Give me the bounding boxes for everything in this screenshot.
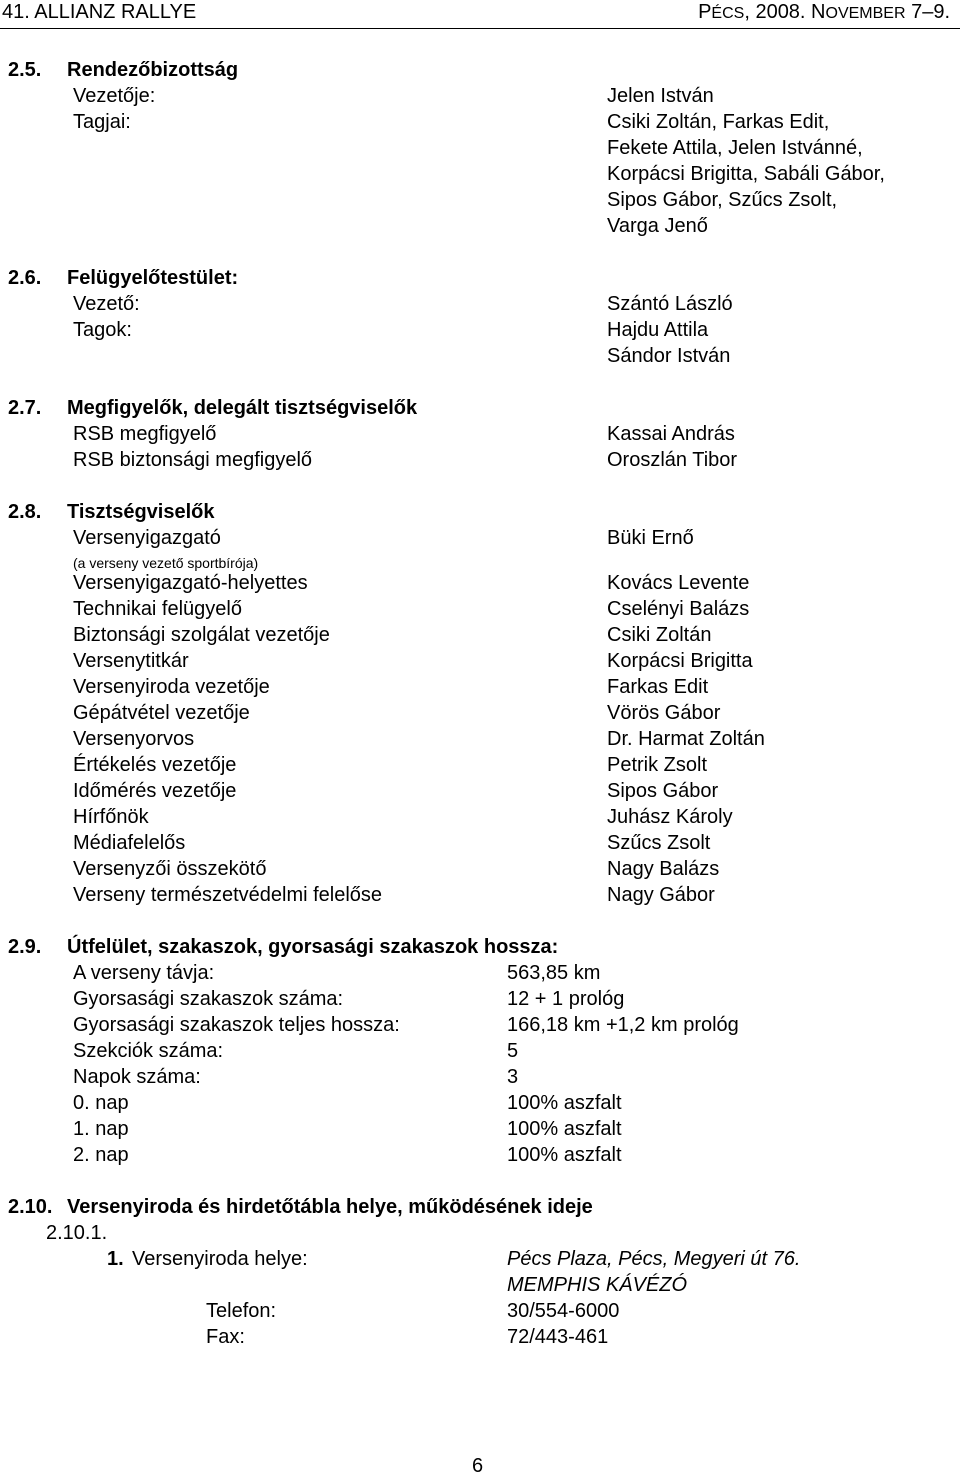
section-number: 2.9. xyxy=(8,936,42,958)
office-location-venue: MEMPHIS KÁVÉZÓ xyxy=(507,1274,688,1296)
row-label: A verseny távja: xyxy=(73,962,215,984)
row-value: Jelen István xyxy=(607,85,714,107)
row-label: RSB biztonsági megfigyelő xyxy=(73,449,313,471)
row-label: Biztonsági szolgálat vezetője xyxy=(73,624,330,646)
row-label: Verseny természetvédelmi felelőse xyxy=(73,884,383,906)
row-label: Gyorsasági szakaszok száma: xyxy=(73,988,344,1010)
row-label: Napok száma: xyxy=(73,1066,201,1088)
row-label: Szekciók száma: xyxy=(73,1040,224,1062)
row-label: Technikai felügyelő xyxy=(73,598,242,620)
fax-label: Fax: xyxy=(206,1326,245,1348)
row-value: Sipos Gábor, Szűcs Zsolt, xyxy=(607,189,838,211)
row-value: Kassai András xyxy=(607,423,735,445)
section-number: 2.7. xyxy=(8,397,42,419)
row-value: 100% aszfalt xyxy=(507,1118,622,1140)
section-title: Tisztségviselők xyxy=(67,501,215,523)
row-value: 166,18 km +1,2 km prológ xyxy=(507,1014,739,1036)
row-value: Varga Jenő xyxy=(607,215,708,237)
section-title: Útfelület, szakaszok, gyorsasági szakaszok hossza: xyxy=(67,936,559,958)
row-label: Értékelés vezetője xyxy=(73,754,237,776)
row-value: Büki Ernő xyxy=(607,527,694,549)
row-value: Fekete Attila, Jelen Istvánné, xyxy=(607,137,863,159)
row-value: 100% aszfalt xyxy=(507,1092,622,1114)
row-value: Nagy Balázs xyxy=(607,858,720,880)
section-number: 2.8. xyxy=(8,501,42,523)
row-value: Szűcs Zsolt xyxy=(607,832,711,854)
section-title: Felügyelőtestület: xyxy=(67,267,239,289)
header-place-date: PÉCS, 2008. NOVEMBER 7–9. xyxy=(698,1,950,23)
row-value: Csiki Zoltán xyxy=(607,624,712,646)
row-label: Vezető: xyxy=(73,293,140,315)
row-label: Tagjai: xyxy=(73,111,131,133)
row-value: Nagy Gábor xyxy=(607,884,715,906)
office-location-address: Pécs Plaza, Pécs, Megyeri út 76. xyxy=(507,1248,801,1270)
row-label: Gépátvétel vezetője xyxy=(73,702,250,724)
page-header xyxy=(0,0,960,29)
row-label: Hírfőnök xyxy=(73,806,149,828)
row-value: Csiki Zoltán, Farkas Edit, xyxy=(607,111,830,133)
row-label: Versenyiroda vezetője xyxy=(73,676,270,698)
row-label: Versenytitkár xyxy=(73,650,189,672)
row-value: Szántó László xyxy=(607,293,733,315)
row-label: RSB megfigyelő xyxy=(73,423,217,445)
item-number: 1. xyxy=(107,1248,124,1270)
row-label: Gyorsasági szakaszok teljes hossza: xyxy=(73,1014,400,1036)
row-label: Időmérés vezetője xyxy=(73,780,237,802)
row-label: Versenyorvos xyxy=(73,728,195,750)
row-label: 2. nap xyxy=(73,1144,129,1166)
phone-label: Telefon: xyxy=(206,1300,277,1322)
section-number: 2.10. xyxy=(8,1196,53,1218)
row-label: Versenyigazgató-helyettes xyxy=(73,572,308,594)
row-label: Vezetője: xyxy=(73,85,156,107)
row-value: Oroszlán Tibor xyxy=(607,449,738,471)
row-value: 5 xyxy=(507,1040,519,1062)
office-location-label: Versenyiroda helye: xyxy=(132,1248,308,1270)
section-title: Versenyiroda és hirdetőtábla helye, működésének ideje xyxy=(67,1196,593,1218)
row-value: Cselényi Balázs xyxy=(607,598,750,620)
row-value: Farkas Edit xyxy=(607,676,709,698)
row-value: Sipos Gábor xyxy=(607,780,719,802)
row-label: Médiafelelős xyxy=(73,832,186,854)
row-note: (a verseny vezető sportbírója) xyxy=(73,555,259,571)
fax-value: 72/443-461 xyxy=(507,1326,609,1348)
row-value: Hajdu Attila xyxy=(607,319,709,341)
row-value: Korpácsi Brigitta xyxy=(607,650,753,672)
header-event-title: 41. ALLIANZ RALLYE xyxy=(2,1,197,23)
row-value: Korpácsi Brigitta, Sabáli Gábor, xyxy=(607,163,885,185)
subsection-number: 2.10.1. xyxy=(46,1222,108,1244)
row-value: Dr. Harmat Zoltán xyxy=(607,728,765,750)
section-number: 2.6. xyxy=(8,267,42,289)
row-label: 0. nap xyxy=(73,1092,129,1114)
row-label: 1. nap xyxy=(73,1118,129,1140)
row-label: Versenyigazgató xyxy=(73,527,221,549)
row-value: 12 + 1 prológ xyxy=(507,988,625,1010)
row-value: 3 xyxy=(507,1066,519,1088)
section-title: Megfigyelők, delegált tisztségviselők xyxy=(67,397,418,419)
row-value: 100% aszfalt xyxy=(507,1144,622,1166)
row-label: Versenyzői összekötő xyxy=(73,858,267,880)
row-value: Vörös Gábor xyxy=(607,702,721,724)
phone-value: 30/554-6000 xyxy=(507,1300,620,1322)
row-value: Juhász Károly xyxy=(607,806,733,828)
row-value: Kovács Levente xyxy=(607,572,750,594)
page-number: 6 xyxy=(472,1455,484,1477)
row-value: 563,85 km xyxy=(507,962,601,984)
row-value: Petrik Zsolt xyxy=(607,754,708,776)
row-value: Sándor István xyxy=(607,345,731,367)
section-title: Rendezőbizottság xyxy=(67,59,239,81)
section-number: 2.5. xyxy=(8,59,42,81)
row-label: Tagok: xyxy=(73,319,132,341)
